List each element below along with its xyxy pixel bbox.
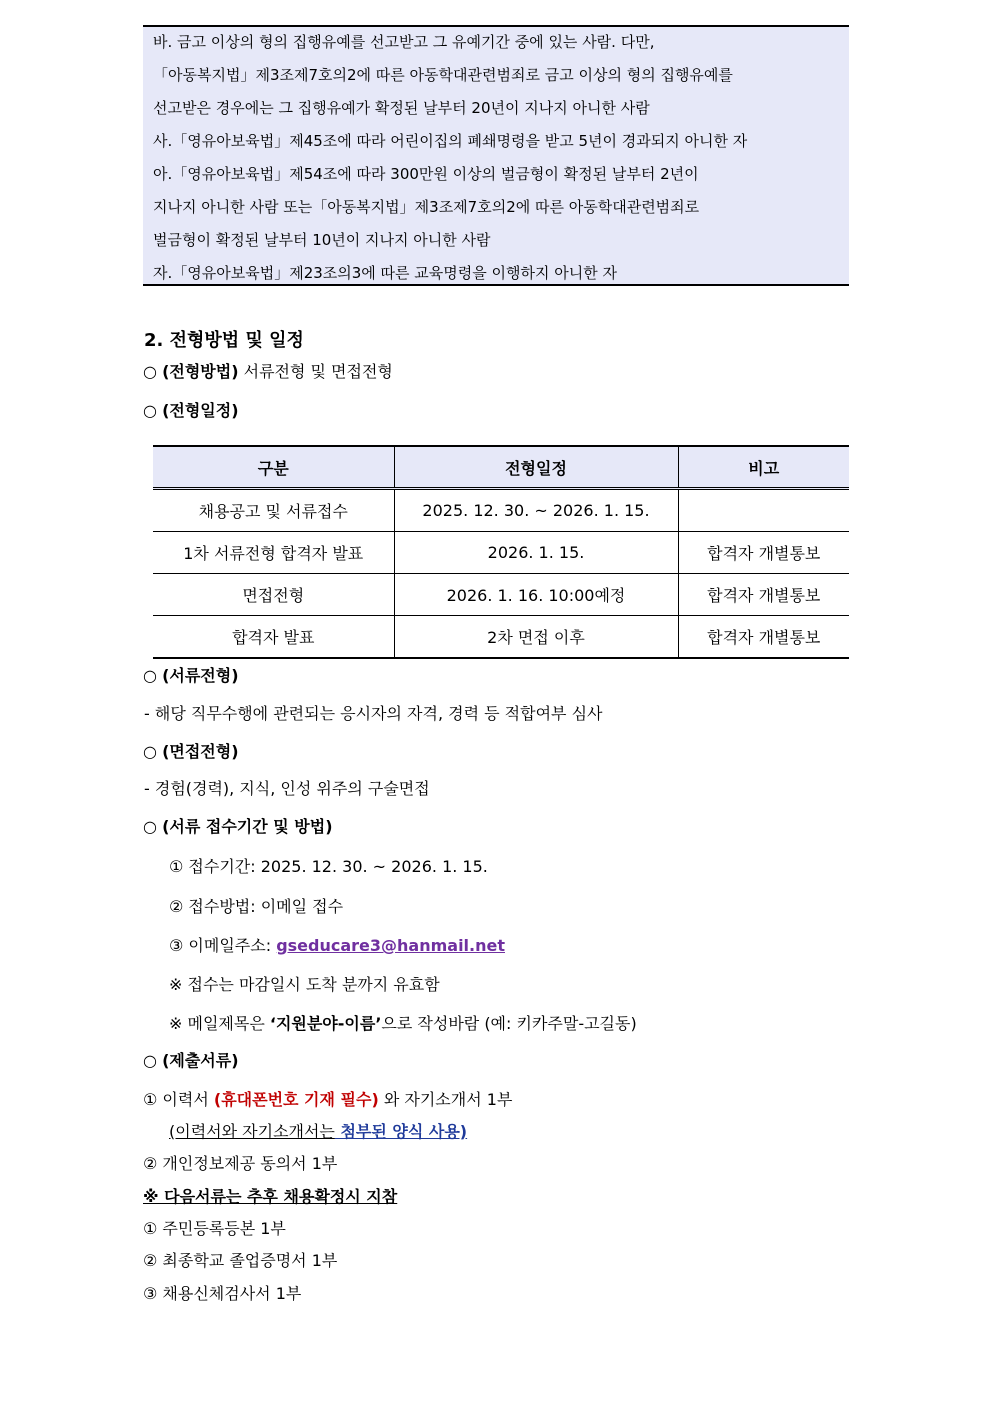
eligibility-box — [143, 25, 849, 286]
table-cell: 면접전형 — [153, 574, 394, 616]
application-method: ② 접수방법: 이메일 접수 — [169, 897, 344, 916]
submission-label: (제출서류) — [162, 1051, 239, 1070]
table-cell: 합격자 발표 — [153, 616, 394, 659]
submission-item-1-note — [169, 1121, 467, 1143]
circle-bullet-icon: ○ — [143, 742, 157, 761]
eligibility-line: 「아동복지법」제3조제7호의2에 따른 아동학대관련범죄로 금고 이상의 형의 집행유예를 — [153, 66, 733, 84]
interview-detail: - 경험(경력), 지식, 인성 위주의 구술면접 — [144, 779, 430, 798]
table-cell — [678, 489, 849, 532]
schedule-label: (전형일정) — [162, 401, 239, 420]
later-heading-text: ※ 다음서류는 추후 채용확정시 지참 — [143, 1187, 398, 1206]
eligibility-line: 자.「영유아보육법」제23조의3에 따른 교육명령을 이행하지 아니한 자 — [153, 264, 617, 282]
email-link[interactable]: gseducare3@hanmail.net — [276, 936, 505, 955]
eligibility-line: 아.「영유아보육법」제54조에 따라 300만원 이상의 벌금형이 확정된 날부터 2년이 — [153, 165, 699, 183]
interview-item — [143, 741, 239, 763]
application-note — [169, 1013, 637, 1035]
note-text: (이력서와 자기소개서는 — [169, 1122, 335, 1141]
later-item: ① 주민등록등본 1부 — [143, 1219, 286, 1238]
table-row — [153, 574, 849, 616]
required-note: (휴대폰번호 기재 필수) — [213, 1090, 379, 1109]
table-row — [153, 489, 849, 532]
table-row — [153, 616, 849, 659]
application-period: ① 접수기간: 2025. 12. 30. ~ 2026. 1. 15. — [169, 857, 488, 876]
eligibility-line: 벌금형이 확정된 날부터 10년이 지나지 아니한 사람 — [153, 231, 491, 249]
document-screening-item — [143, 665, 239, 687]
table-cell: 합격자 개별통보 — [678, 574, 849, 616]
table-cell: 2025. 12. 30. ~ 2026. 1. 15. — [394, 489, 678, 532]
note-bold: ‘지원분야-이름’ — [269, 1014, 382, 1033]
column-header: 비고 — [678, 446, 849, 489]
later-item: ② 최종학교 졸업증명서 1부 — [143, 1251, 338, 1270]
application-email-line — [169, 935, 505, 957]
table-cell: 합격자 개별통보 — [678, 532, 849, 574]
table-cell: 2026. 1. 16. 10:00예정 — [394, 574, 678, 616]
section-title: 2. 전형방법 및 일정 — [144, 330, 304, 351]
item-prefix: ① 이력서 — [143, 1090, 214, 1109]
eligibility-line: 사.「영유아보육법」제45조에 따라 어린이집의 폐쇄명령을 받고 5년이 경과되지 아니한 자 — [153, 132, 748, 150]
method-label: (전형방법) — [162, 362, 239, 381]
eligibility-line: 지나지 아니한 사람 또는「아동복지법」제3조제7호의2에 따른 아동학대관련범죄로 — [153, 198, 700, 216]
column-header: 전형일정 — [394, 446, 678, 489]
table-cell: 2026. 1. 15. — [394, 532, 678, 574]
document-screening-label: (서류전형) — [162, 666, 239, 685]
circle-bullet-icon: ○ — [143, 362, 157, 381]
later-item: ③ 채용신체검사서 1부 — [143, 1284, 302, 1303]
submission-item — [143, 1050, 239, 1072]
note-prefix: ※ 메일제목은 — [169, 1014, 270, 1033]
eligibility-line: 선고받은 경우에는 그 집행유예가 확정된 날부터 20년이 지나지 아니한 사람 — [153, 99, 650, 117]
method-item — [143, 361, 393, 383]
circle-bullet-icon: ○ — [143, 817, 157, 836]
schedule-table — [153, 445, 849, 659]
table-row — [153, 532, 849, 574]
submission-item-1 — [143, 1089, 512, 1111]
table-cell: 1차 서류전형 합격자 발표 — [153, 532, 394, 574]
table-cell: 채용공고 및 서류접수 — [153, 489, 394, 532]
column-header: 구분 — [153, 446, 394, 489]
application-note: ※ 접수는 마감일시 도착 분까지 유효함 — [169, 975, 440, 994]
later-heading — [143, 1186, 397, 1208]
note-suffix: 으로 작성바람 (예: 키카주말-고길동) — [381, 1014, 637, 1033]
table-cell: 합격자 개별통보 — [678, 616, 849, 659]
submission-item-2: ② 개인정보제공 동의서 1부 — [143, 1154, 338, 1173]
method-text: 서류전형 및 면접전형 — [243, 362, 393, 381]
application-label: (서류 접수기간 및 방법) — [162, 817, 333, 836]
attached-form-link[interactable]: 첨부된 양식 사용) — [334, 1122, 468, 1141]
application-item — [143, 816, 333, 838]
eligibility-line: 바. 금고 이상의 형의 집행유예를 선고받고 그 유예기간 중에 있는 사람. 다만, — [153, 33, 655, 51]
item-suffix: 와 자기소개서 1부 — [378, 1090, 513, 1109]
table-cell: 2차 면접 이후 — [394, 616, 678, 659]
email-prefix: ③ 이메일주소: — [169, 936, 277, 955]
circle-bullet-icon: ○ — [143, 401, 157, 420]
circle-bullet-icon: ○ — [143, 666, 157, 685]
circle-bullet-icon: ○ — [143, 1051, 157, 1070]
schedule-item — [143, 400, 239, 422]
document-screening-detail: - 해당 직무수행에 관련되는 응시자의 자격, 경력 등 적합여부 심사 — [144, 704, 603, 723]
interview-label: (면접전형) — [162, 742, 239, 761]
table-header-row — [153, 446, 849, 489]
